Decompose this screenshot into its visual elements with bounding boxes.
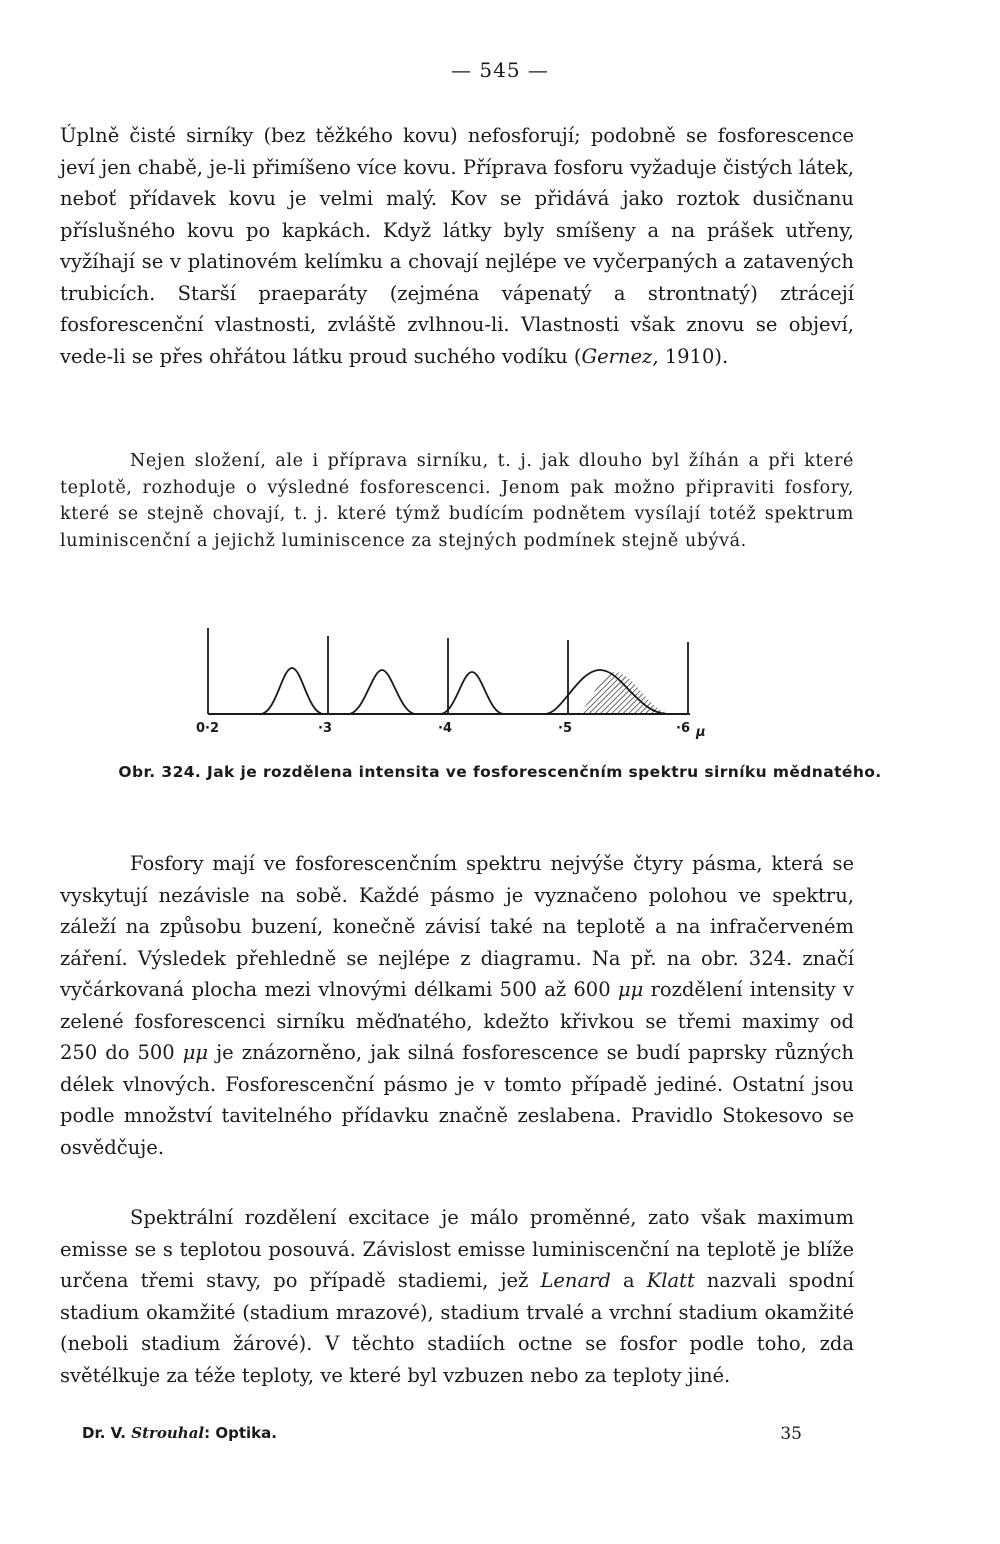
tick-label-04: ·4: [438, 721, 452, 736]
paragraph-3-text-a: Fosfory mají ve fosforescenčním spektru nejvýše čtyry pásma, která se vyskytují nezávisle na sobě. Každé pásmo je vyznačeno polohou ve spektru, záleží na způsobu buzení, konečně závisí také na teplotě a na infračerveném záření. Výsledek přehledně se nejlépe z diagramu. Na př. na obr. 324. značí vyčárkovaná plocha mezi vlnovými délkami 500 až 600: [60, 852, 854, 1001]
name-klatt: Klatt: [646, 1269, 695, 1292]
unit-label: μ: [696, 725, 706, 740]
spectrum-diagram: [190, 620, 730, 740]
unit-mu-2: μμ: [182, 1041, 209, 1064]
excitation-peak-2: [348, 670, 416, 714]
excitation-peak-3: [440, 672, 504, 714]
footer-book: : Optika.: [204, 1424, 277, 1442]
paragraph-3: [60, 848, 854, 1163]
paragraph-1-year: 1910).: [658, 344, 729, 368]
paragraph-4-text-a: Spektrální rozdělení excitace je málo proměnné, zato však maximum emisse se s teplotou posouvá. Závislost emisse luminiscenční na teplotě je blíže určena třemi stavy, po případě stadiemi, jež: [60, 1206, 854, 1292]
caption-number: Obr. 324.: [118, 763, 202, 781]
sheet-number: 35: [780, 1424, 802, 1444]
footer-author: [82, 1424, 277, 1442]
excitation-peak-1: [260, 668, 324, 714]
paragraph-2: [60, 448, 854, 554]
paragraph-2-text: Nejen složení, ale i příprava sirníku, t. j. jak dlouho byl žíhán a při které teplotě, rozhoduje o výsledné fosforescenci. Jenom pak možno připraviti fosfory, které se stejně chovají, t. j. které týmž budícím podnětem vysílají totéž spektrum luminiscenční a jejichž luminiscence za stejných podmínek stejně ubývá.: [60, 451, 854, 551]
tick-label-03: ·3: [318, 721, 332, 736]
paragraph-1-text: Úplně čisté sirníky (bez těžkého kovu) nefosforují; podobně se fosforescence jeví jen chabě, je-li přimíšeno více kovu. Příprava fosforu vyžaduje čistých látek, neboť přídavek kovu je velmi malý. Kov se přidává jako roztok dusičnanu příslušného kovu po kapkách. Když látky byly smíšeny a na prášek utřeny, vyžíhají se v platinovém kelímku a chovají nejlépe ve vyčerpaných a zatavených trubicích. Starší praeparáty (zejména vápenatý a strontnatý) ztrácejí fosforescenční vlastnosti, zvláště zvlhnou-li. Vlastnosti však znovu se objeví, vede-li se přes ohřátou látku proud suchého vodíku (: [60, 124, 854, 368]
paragraph-4: [60, 1202, 854, 1391]
tick-label-05: ·5: [558, 721, 572, 736]
tick-label-06: ·6: [676, 721, 690, 736]
cited-author: Gernez,: [581, 344, 659, 368]
emission-band-fill: [575, 672, 675, 714]
unit-mu-1: μμ: [617, 978, 644, 1001]
paragraph-4-and: a: [610, 1269, 647, 1292]
tick-label-02: 0·2: [196, 721, 220, 736]
paragraph-3-text-b: rozdělení intensity v zelené fosforescenci sirníku měďnatého, kdežto křivkou se třemi maximy od 250 do 500: [60, 978, 854, 1064]
figure-caption: [0, 760, 1000, 784]
footer-author-name: Strouhal: [131, 1424, 205, 1442]
paragraph-1: [60, 120, 854, 372]
paragraph-3-text-c: je znázorněno, jak silná fosforescence se budí paprsky různých délek vlnových. Fosforescenční pásmo je v tomto případě jediné. Ostatní jsou podle množství tavitelného přídavku značně zeslabena. Pravidlo Stokesovo se osvědčuje.: [60, 1041, 854, 1159]
paragraph-4-text-b: nazvali spodní stadium okamžité (stadium mrazové), stadium trvalé a vrchní stadium okamžité (neboli stadium žárové). V těchto stadiích octne se fosfor podle toho, zda světélkuje za téže teploty, ve které byl vzbuzen nebo za teploty jiné.: [60, 1269, 855, 1387]
page-footer: [82, 1424, 802, 1448]
page-number: — 545 —: [451, 58, 549, 82]
footer-prefix: Dr. V.: [82, 1424, 132, 1442]
caption-text: Jak je rozdělena intensita ve fosforescenčním spektru sirníku mědnatého.: [207, 763, 882, 781]
name-lenard: Lenard: [540, 1269, 611, 1292]
spectrum-figure: [190, 620, 730, 740]
